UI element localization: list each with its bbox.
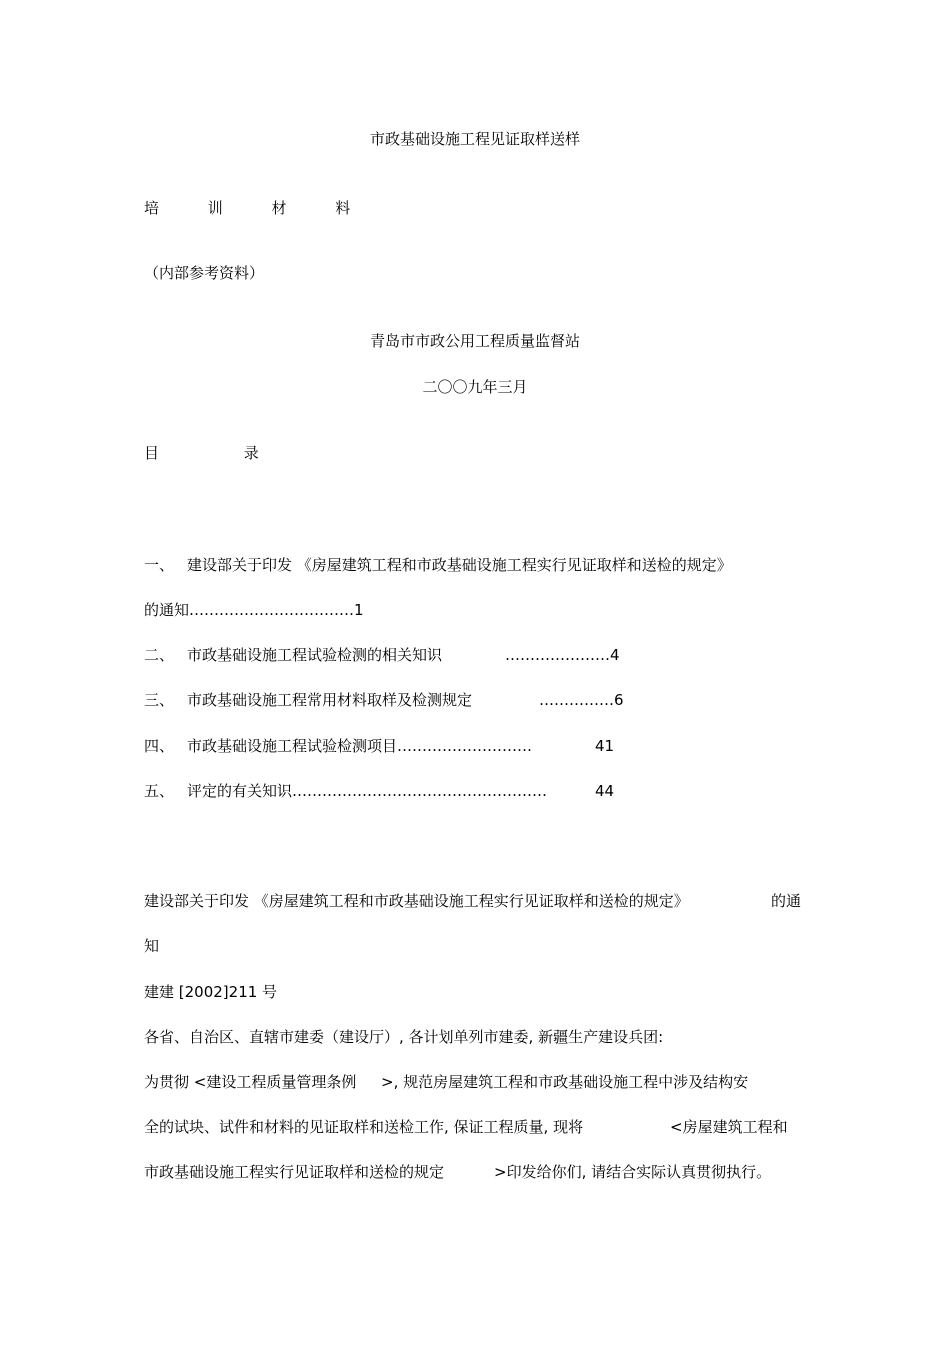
document-note: （内部参考资料） — [144, 264, 265, 282]
toc-item-title: 建设部关于印发 《房屋建筑工程和市政基础设施工程实行见证取样和送检的规定》 — [187, 556, 732, 574]
document-date: 二〇〇九年三月 — [422, 378, 528, 396]
toc-item-number: 五、 — [144, 782, 175, 800]
toc-item-number: 二、 — [144, 646, 175, 664]
notice-body-line: 为贯彻 <建设工程质量管理条例 — [144, 1073, 357, 1091]
toc-item-page: 44 — [595, 782, 615, 800]
toc-item-title: 市政基础设施工程常用材料取样及检测规定 — [187, 691, 473, 709]
notice-body-line: >, 规范房屋建筑工程和市政基础设施工程中涉及结构安 — [381, 1073, 749, 1091]
notice-title-end: 的通 — [771, 892, 802, 910]
toc-item-page: ……………6 — [539, 691, 624, 709]
notice-body-line: <房屋建筑工程和 — [670, 1118, 788, 1136]
toc-item-number: 一、 — [144, 556, 175, 574]
toc-item-page: 41 — [595, 737, 615, 755]
notice-body-line: 全的试块、试件和材料的见证取样和送检工作, 保证工程质量, 现将 — [144, 1118, 584, 1136]
document-number: 建建 [2002]211 号 — [144, 983, 278, 1001]
notice-title-wrap: 知 — [144, 937, 160, 955]
toc-item-title: 评定的有关知识…………………………………………… — [187, 782, 548, 800]
notice-recipients: 各省、自治区、直辖市建委（建设厅）, 各计划单列市建委, 新疆生产建设兵团: — [144, 1028, 664, 1046]
notice-body-line: 市政基础设施工程实行见证取样和送检的规定 — [144, 1163, 445, 1181]
document-subtitle: 培 训 材 料 — [144, 199, 373, 217]
notice-title: 建设部关于印发 《房屋建筑工程和市政基础设施工程实行见证取样和送检的规定》 — [144, 892, 689, 910]
document-title: 市政基础设施工程见证取样送样 — [369, 130, 580, 148]
toc-item-continuation: 的通知……………………………1 — [144, 601, 364, 619]
toc-heading: 目 录 — [144, 444, 299, 462]
toc-item-number: 三、 — [144, 691, 175, 709]
toc-item-number: 四、 — [144, 737, 175, 755]
notice-body-line: >印发给你们, 请结合实际认真贯彻执行。 — [494, 1163, 772, 1181]
toc-item-title: 市政基础设施工程试验检测项目……………………… — [187, 737, 533, 755]
toc-item-title: 市政基础设施工程试验检测的相关知识 — [187, 646, 443, 664]
toc-item-page: …………………4 — [505, 646, 620, 664]
organization-name: 青岛市市政公用工程质量监督站 — [369, 332, 580, 350]
